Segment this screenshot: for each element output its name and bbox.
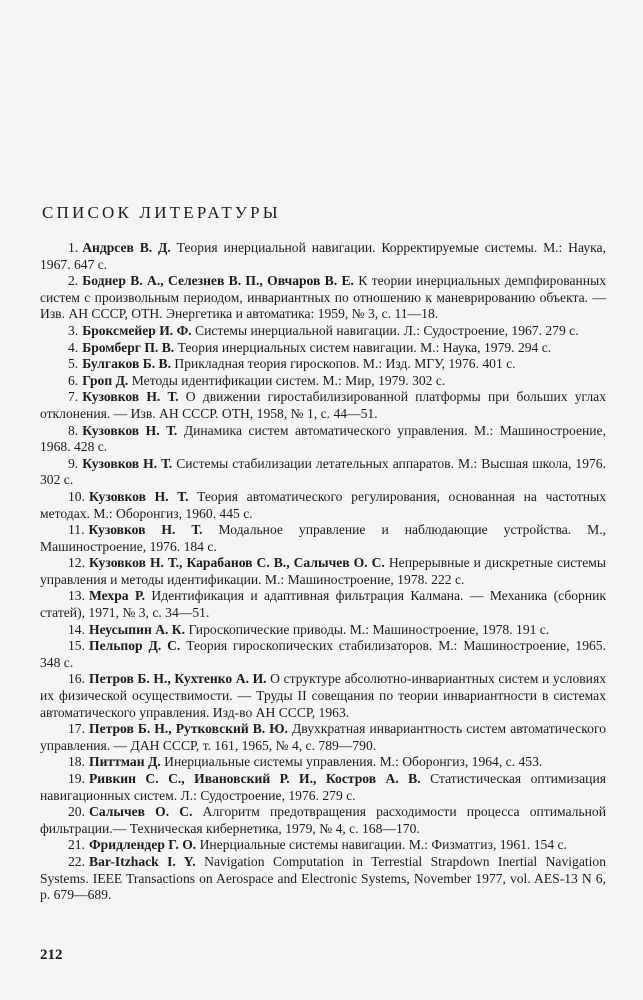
reference-number: 12.: [68, 555, 85, 571]
reference-authors: Кузовков Н. Т.: [82, 389, 179, 405]
reference-text: Алгоритм предотвращения расходимости процесса оптимальной фильтрации.— Техническая кибернетика, 1979, № 4, с. 168—170.: [40, 804, 606, 836]
reference-authors: Боднер В. А., Селезнев В. П., Овчаров В. Е.: [82, 273, 354, 289]
reference-authors: Кузовков Н. Т.: [89, 488, 189, 504]
reference-authors: Ривкин С. С., Ивановский Р. И., Костров А. В.: [89, 771, 421, 786]
reference-authors: Мехра Р.: [89, 588, 145, 604]
reference-number: 5.: [68, 356, 79, 372]
reference-text: Системы инерциальной навигации. Л.: Судостроение, 1967. 279 с.: [195, 322, 579, 338]
reference-authors: Петров Б. Н., Рутковский В. Ю.: [89, 721, 288, 737]
reference-text: Методы идентификации систем. М.: Мир, 1979. 302 с.: [131, 372, 446, 388]
reference-number: 4.: [68, 339, 79, 355]
reference-authors: Кузовков Н. Т.: [88, 522, 203, 538]
reference-entry: [40, 522, 606, 555]
reference-number: 10.: [68, 488, 85, 504]
page-title: СПИСОК ЛИТЕРАТУРЫ: [42, 203, 281, 222]
reference-text: К теории инерциальных демпфированных систем с произвольным периодом, инвариантных по отношению к маневрированию объекта. — Изв. АН СССР, ОТН. Энергетика и автоматика: 1959, № 3, с. 11—18.: [40, 273, 606, 322]
reference-entry: [40, 854, 606, 904]
reference-entry: [40, 389, 606, 422]
reference-entry: [40, 323, 606, 340]
page-number: 212: [40, 947, 63, 963]
reference-entry: [40, 356, 606, 373]
reference-entry: [40, 721, 606, 754]
reference-text: Гироскопические приводы. М.: Машиностроение, 1978. 191 с.: [188, 621, 550, 637]
reference-authors: Петров Б. Н., Кухтенко А. И.: [89, 671, 267, 687]
reference-authors: Пельпор Д. С.: [89, 638, 181, 654]
reference-number: 11.: [68, 522, 85, 538]
reference-entry: [40, 240, 606, 273]
reference-text: Прикладная теория гироскопов. М.: Изд. МГУ, 1976. 401 с.: [174, 356, 516, 372]
reference-entry: [40, 771, 606, 804]
reference-entry: [40, 804, 606, 837]
reference-number: 7.: [68, 389, 79, 405]
reference-entry: [40, 555, 606, 588]
reference-authors: Кузовков Н. Т.: [82, 422, 178, 438]
reference-entry: [40, 423, 606, 456]
reference-number: 17.: [68, 721, 85, 737]
reference-authors: Фридлендер Г. О.: [89, 837, 197, 853]
reference-authors: Гроп Д.: [82, 372, 129, 388]
reference-text: Двухкратная инвариантность систем автоматического управления. — ДАН СССР, т. 161, 1965, № 4, с. 789—790.: [40, 721, 606, 753]
reference-text: О структуре абсолютно-инвариантных систем и условиях их физической осуществимости. — Труды II совещания по теории инвариантности в системах автоматического управления. Изд-во АН СССР, 1963.: [40, 671, 606, 720]
reference-entry: [40, 373, 606, 390]
reference-number: 1.: [68, 240, 79, 255]
reference-entry: [40, 456, 606, 489]
reference-text: О движении гиростабилизированной платформы при больших углах отклонения. — Изв. АН СССР. ОТН, 1958, № 1, с. 44—51.: [40, 389, 606, 421]
reference-text: Теория автоматического регулирования, основанная на частотных методах. М.: Оборонгиз, 1960. 445 с.: [40, 488, 606, 521]
reference-authors: Питтман Д.: [89, 754, 161, 770]
reference-text: Непрерывные и дискретные системы управления и методы идентификации. М.: Машиностроение, 1978. 222 с.: [40, 555, 607, 587]
reference-number: 19.: [68, 771, 85, 786]
reference-number: 14.: [68, 621, 85, 637]
reference-text: Теория инерциальной навигации. Корректируемые системы. М.: Наука, 1967. 647 с.: [40, 240, 606, 272]
reference-number: 6.: [68, 372, 79, 388]
reference-authors: Броксмейер И. Ф.: [82, 322, 192, 338]
reference-authors: Bar-Itzhack I. Y.: [89, 853, 196, 869]
reference-entry: [40, 638, 606, 671]
reference-text: Теория инерциальных систем навигации. М.: Наука, 1979. 294 с.: [177, 339, 552, 355]
reference-text: Динамика систем автоматического управления. М.: Машиностроение, 1968. 428 с.: [40, 422, 606, 455]
reference-entry: [40, 837, 606, 854]
reference-entry: [40, 588, 606, 621]
reference-number: 18.: [68, 754, 85, 770]
reference-text: Теория гироскопических стабилизаторов. М.: Машиностроение, 1965. 348 с.: [40, 638, 606, 670]
reference-number: 20.: [68, 804, 85, 820]
reference-entry: [40, 622, 606, 639]
reference-text: Статистическая оптимизация навигационных систем. Л.: Судостроение, 1976. 279 с.: [40, 771, 606, 803]
reference-number: 15.: [68, 638, 85, 654]
reference-number: 21.: [68, 837, 85, 853]
reference-text: Системы стабилизации летательных аппаратов. М.: Высшая школа, 1976. 302 с.: [40, 455, 606, 488]
reference-entry: [40, 754, 606, 771]
reference-text: Инерциальные системы навигации. М.: Физматгиз, 1961. 154 с.: [199, 837, 567, 853]
reference-number: 13.: [68, 588, 85, 604]
reference-number: 9.: [68, 455, 79, 471]
reference-entry: [40, 273, 606, 323]
reference-entry: [40, 671, 606, 721]
reference-text: Идентификация и адаптивная фильтрация Калмана. — Механика (сборник статей), 1971, № 3, с. 34—51.: [40, 588, 607, 621]
reference-authors: Неусыпин А. К.: [89, 621, 186, 637]
reference-entry: [40, 340, 606, 357]
reference-number: 16.: [68, 671, 85, 687]
reference-authors: Кузовков Н. Т.: [82, 455, 173, 471]
reference-authors: Андрсев В. Д.: [82, 240, 171, 255]
reference-list: [40, 240, 606, 904]
reference-authors: Салычев О. С.: [89, 804, 193, 820]
reference-authors: Бромберг П. В.: [82, 339, 175, 355]
reference-number: 22.: [68, 853, 85, 869]
reference-entry: [40, 489, 606, 522]
reference-text: Navigation Computation in Terrestial Strapdown Inertial Navigation Systems. IEEE Transactions on Aerospace and Electronic Systems, November 1977, vol. AES-13 N 6, p. 679—689.: [40, 853, 606, 903]
reference-authors: Кузовков Н. Т., Карабанов С. В., Салычев О. С.: [89, 555, 385, 571]
reference-text: Модальное управление и наблюдающие устройства. М., Машиностроение, 1976. 184 с.: [40, 522, 606, 554]
reference-text: Инерциальные системы управления. М.: Оборонгиз, 1964, с. 453.: [164, 754, 543, 770]
reference-number: 3.: [68, 322, 79, 338]
reference-authors: Булгаков Б. В.: [82, 356, 172, 372]
reference-number: 2.: [68, 273, 79, 289]
reference-number: 8.: [68, 422, 79, 438]
